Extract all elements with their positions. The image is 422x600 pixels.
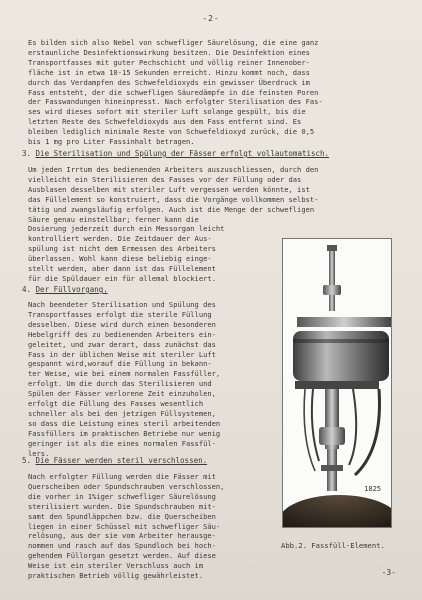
section3-heading (22, 149, 329, 158)
figure-photo (282, 238, 392, 528)
section3-line: das Füllelement so konstruiert, dass die Vorgänge vollkommen selbst- (28, 194, 319, 204)
section4-title: Der Füllvorgang. (35, 285, 108, 294)
section5-line: relösung, aus der sie vom Arbeiter herausge- (28, 531, 216, 541)
section5-line: gehendem Füllorgan gesetzt werden. Auf diese (28, 551, 216, 561)
section4-line: lers. (28, 448, 50, 458)
section3-line: für die Spüldauer ein für allemal blockiert. (28, 273, 216, 283)
figure-caption: Abb.2. Fassfüll-Element. (281, 541, 385, 550)
page-number-top: -2- (202, 14, 220, 23)
section3-line: spülung ist nicht dem Ermessen des Arbeiters (28, 244, 216, 254)
intro-line: bis 1 mg pro Liter Fassinhalt betragen. (28, 137, 195, 147)
section4-line: erfolgt. Um die durch das Sterilisieren und (28, 379, 212, 389)
section4-line: gespannt wird,worauf die Füllung in bekann- (28, 359, 212, 369)
section4-line: ter Weise, wie bei einem normalen Fassfüller, (28, 369, 221, 379)
section3-line: vielleicht ein Sterilisieren des Fasses vor der Füllung oder das (28, 174, 302, 184)
section5-number: 5. (22, 456, 32, 465)
intro-line: der Fasswandungen hineinpresst. Nach erfolgter Sterilisation des Fas- (28, 97, 323, 107)
section5-paragraph (28, 472, 278, 581)
section5-line: Querscheiben oder Spundschrauben verschlossen, (28, 481, 225, 491)
section3-line: stellt werden, aber dann ist das Füllelement (28, 264, 216, 274)
section3-line: Dosierung jederzeit durch ein Messorgan leicht (28, 224, 225, 234)
section4-heading (22, 285, 108, 294)
section5-line: nommen und rasch auf das Spundloch bei hoch- (28, 541, 216, 551)
section5-line: praktischen Betrieb völlig gewährleistet. (28, 571, 204, 581)
section4-line: schneller als bei den jetzigen Füllsystemen, (28, 408, 216, 418)
section3-line: kontrolliert werden. Die Zeitdauer der Aus- (28, 234, 212, 244)
intro-line: durch das Verdampfen des Schwefeldioxyds ein gewisser Überdruck im (28, 77, 310, 87)
section4-paragraph (28, 300, 278, 459)
intro-line: erstaunliche Desinfektionswirkung besitzen. Die Desinfektion eines (28, 47, 310, 57)
intro-line: Fass entsteht, der die schwefligen Säuredämpfe in die feinsten Poren (28, 87, 319, 97)
section4-line: Fassfüllers im praktischen Betriebe nur wenig (28, 428, 221, 438)
section3-line: tätig und zwangsläufig erfolgen. Auch ist die Menge der schwefligen (28, 204, 315, 214)
section4-line: desselben. Diese wird durch einen besonderen (28, 319, 216, 329)
section5-line: Nach erfolgter Füllung werden die Fässer mit (28, 472, 216, 481)
section4-line: Hebelgriff des zu bedienenden Arbeiters ein- (28, 329, 216, 339)
section4-line: Transportfasses erfolgt die sterile Füllung (28, 309, 212, 319)
section3-title: Die Sterilisation und Spülung der Fässer erfolgt vollautomatisch. (35, 149, 330, 158)
section3-line: Säure genau einstellbar; ferner kann die (28, 214, 199, 224)
section5-line: Weise ist ein steriler Verschluss auch im (28, 561, 204, 571)
section4-line: geleitet, und zwar derart, dass zunächst das (28, 339, 216, 349)
page-number-bottom: -3- (381, 568, 396, 577)
section4-line: Nach beendeter Sterilisation und Spülung des (28, 300, 216, 309)
intro-line: letzten Reste des Schwefeldioxyds aus dem Fass entfernt sind. Es (28, 117, 302, 127)
section4-line: so dass die Leistung eines steril arbeitenden (28, 418, 221, 428)
section4-line: geringer ist als die eines normalen Fassfül- (28, 438, 216, 448)
intro-line: fläche ist in etwa 10-15 Sekunden erreicht. Hinzu kommt noch, dass (28, 67, 310, 77)
barrel-filling-element-illustration (283, 239, 391, 527)
intro-line: ses wird dieses sofort mit steriler Luft solange gespült, bis die (28, 107, 306, 117)
section5-title: Die Fässer werden steril verschlossen. (35, 456, 208, 465)
section4-line: Fass in der üblichen Weise mit steriler Luft (28, 349, 216, 359)
section3-line: Um jeden Irrtum des bedienenden Arbeiters auszuschliessen, durch den (28, 165, 319, 174)
intro-line: bleiben lediglich minimale Reste von Schwefeldioxyd zurück, die 0,5 (28, 127, 315, 137)
section3-line: Ausblasen desselben mit steriler Luft vergessen werden könnte, ist (28, 184, 310, 194)
section4-line: Spülen der Fässer verlorene Zeit einzuholen, (28, 389, 216, 399)
section5-line: die vorher in 1%iger schwefliger Säurelösung (28, 491, 216, 501)
section5-line: liegen in einer Schüssel mit schwefliger Säu- (28, 521, 221, 531)
section4-number: 4. (22, 285, 32, 294)
intro-paragraph (28, 38, 388, 147)
intro-line: Es bilden sich also Nebel von schwefliger Säurelösung, die eine ganz (28, 38, 319, 47)
section5-line: sterilisiert wurden. Die Spundschrauben mit- (28, 501, 216, 511)
section5-heading (22, 456, 207, 465)
figure-number: 1825 (364, 485, 381, 493)
intro-line: Transportfasses mit guter Pechschicht und völlig reiner Innenober- (28, 57, 310, 67)
section3-number: 3. (22, 149, 32, 158)
section5-line: samt den Spundläppchen bzw. die Querscheiben (28, 511, 216, 521)
section4-line: erfolgt die Füllung des Fasses wesentlich (28, 399, 204, 409)
section3-line: überlassen. Wohl kann diese beliebig einge- (28, 254, 212, 264)
